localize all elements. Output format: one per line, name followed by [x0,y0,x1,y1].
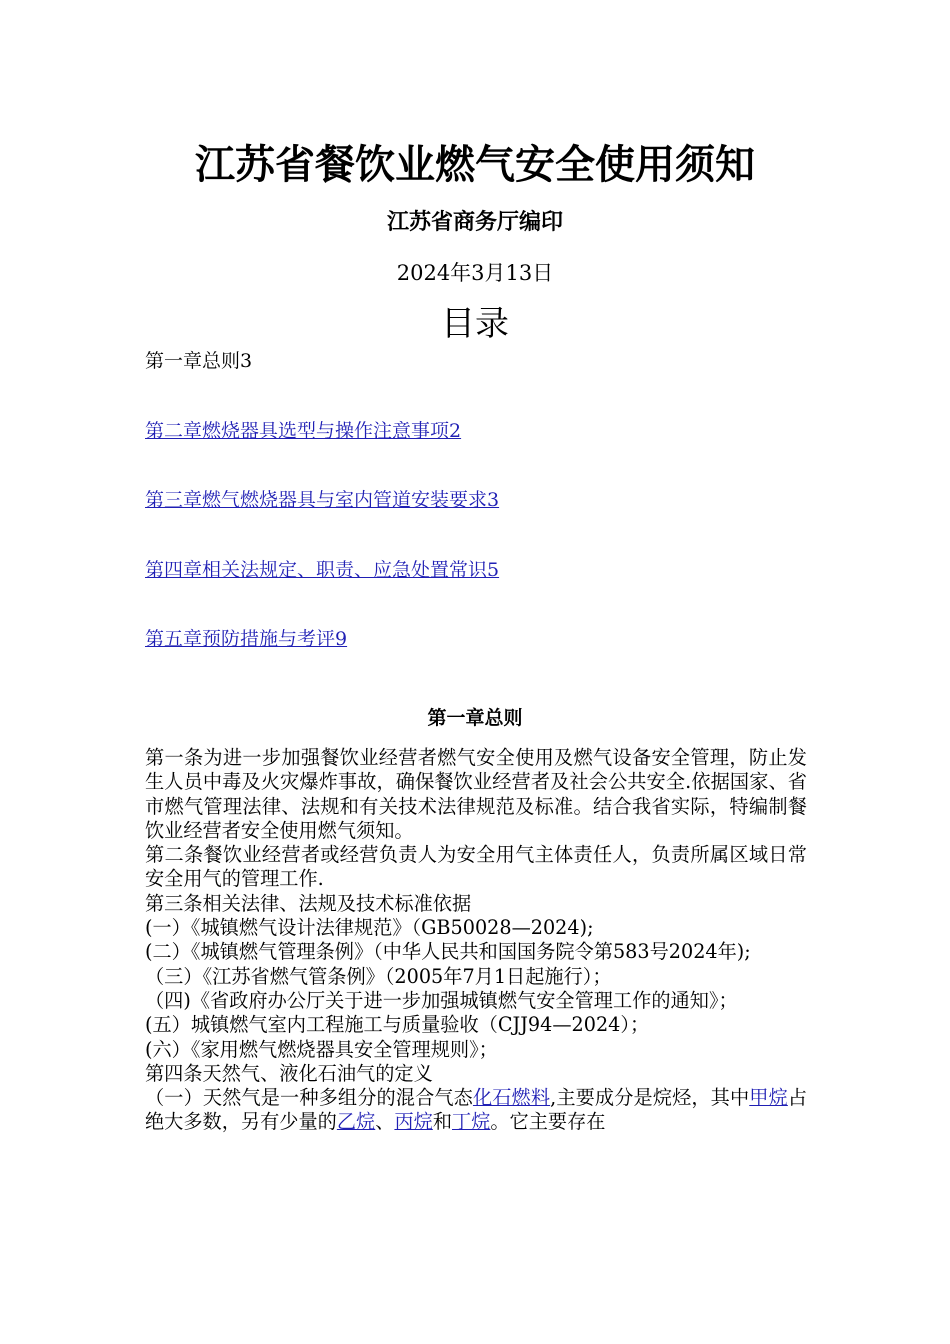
text-span: 和 [432,1110,452,1134]
toc-heading: 目录 [441,304,509,344]
basis-item-4: （四)《省政府办公厅关于进一步加强城镇燃气安全管理工作的通知》； [145,988,738,1012]
basis-item-1: (一）《城镇燃气设计法律规范》（GB50028—2024); [145,916,594,940]
text-span: （一）天然气是一种多组分的混合气态 [145,1086,473,1110]
chapter-heading: 第一章总则 [427,707,523,729]
toc-item-chapter-5[interactable] [145,624,347,654]
article-4: 第四条天然气、液化石油气的定义 [145,1061,433,1085]
link-fossil-fuel[interactable]: 化石燃料 [472,1086,551,1110]
article-1: 第一条为进一步加强餐饮业经营者燃气安全使用及燃气设备安全管理，防止发生人员中毒及火灾爆炸事故，确保餐饮业经营者及社会公共安全.依据国家、省市燃气管理法律、法规和有关技术法律规范及标准。结合我省实际，特编制餐饮业经营者安全使用燃气须知。 [145,746,807,842]
link-ethane[interactable]: 乙烷 [336,1110,376,1134]
text-span: 。它主要存在 [490,1110,606,1134]
definition-natural-gas [145,1086,807,1135]
document-date: 2024年3月13日 [396,261,554,285]
toc-link-chapter-2[interactable]: 第二章燃烧器具选型与操作注意事项2 [145,420,462,442]
toc-link-chapter-3[interactable]: 第三章燃气燃烧器具与室内管道安装要求3 [145,489,500,511]
toc-item-chapter-3[interactable] [145,485,499,515]
basis-item-2: (二）《城镇燃气管理条例》（中华人民共和国国务院令第583号2024年); [145,940,751,964]
toc-item-chapter-1: 第一章总则3 [145,350,253,372]
chapter-body [145,746,807,1135]
text-span: 、 [375,1110,395,1134]
toc-item-chapter-2[interactable] [145,416,461,446]
article-3: 第三条相关法律、法规及技术标准依据 [145,891,472,915]
link-methane[interactable]: 甲烷 [749,1086,788,1110]
link-butane[interactable]: 丁烷 [452,1110,491,1134]
text-span: ,主要成分是烷烃，其中 [550,1086,750,1110]
basis-item-6: (六）《家用燃气燃烧器具安全管理规则》； [145,1037,498,1061]
toc-item-chapter-4[interactable] [145,555,499,585]
toc-link-chapter-4[interactable]: 第四章相关法规定、职责、应急处置常识5 [145,559,500,581]
text-span: 占绝大多数，另有少量的 [145,1086,808,1134]
basis-item-5: (五）城镇燃气室内工程施工与质量验收（CJJ94—2024）； [145,1013,650,1037]
basis-item-3: （三）《江苏省燃气管条例》（2005年7月1日起施行）； [145,964,612,988]
publisher-line: 江苏省商务厅编印 [386,210,563,235]
toc-link-chapter-5[interactable]: 第五章预防措施与考评9 [145,628,348,650]
document-title: 江苏省餐饮业燃气安全使用须知 [195,142,755,188]
article-2: 第二条餐饮业经营者或经营负责人为安全用气主体责任人，负责所属区域日常安全用气的管理工作. [145,843,807,891]
link-propane[interactable]: 丙烷 [394,1110,433,1134]
